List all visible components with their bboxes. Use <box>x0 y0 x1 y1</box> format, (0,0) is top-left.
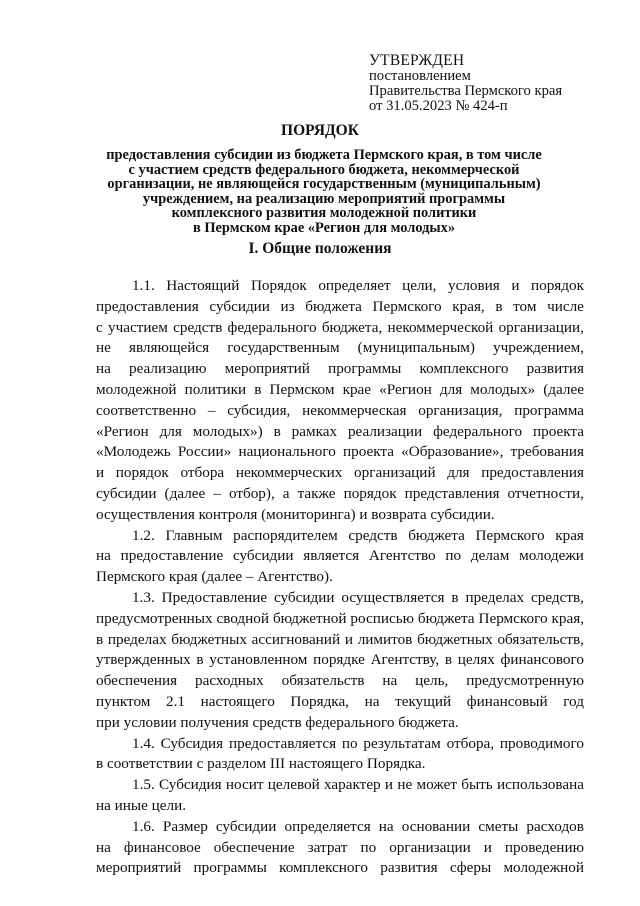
approval-block <box>369 52 562 114</box>
text-line: субсидии (далее – отбор), а также порядок представления отчетности, <box>96 484 584 502</box>
text-line: осуществления контроля (мониторинга) и возврата субсидии. <box>96 505 495 523</box>
text-line: утвержденных в установленном порядке Агентству, в целях финансового <box>96 651 584 669</box>
text-line: 1.2. Главным распорядителем средств бюджета Пермского края <box>132 526 584 544</box>
text-line: 1.1. Настоящий Порядок определяет цели, условия и порядок <box>132 277 584 294</box>
text-line: и порядок отбора некоммерческих организаций для предоставления <box>96 464 584 482</box>
approval-line-2: Правительства Пермского края <box>369 83 563 99</box>
text-line: с участием средств федерального бюджета, некоммерческой организации, <box>96 318 584 336</box>
paragraph <box>96 817 584 879</box>
approval-line-1: постановлением <box>369 68 471 84</box>
paragraph <box>96 588 584 734</box>
body-text <box>96 276 584 879</box>
text-line: «Регион для молодых») в рамках реализации федерального проекта <box>96 422 584 440</box>
text-line: 1.6. Размер субсидии определяется на основании сметы расходов <box>132 817 584 835</box>
text-line: Пермского края (далее – Агентство). <box>96 568 333 586</box>
text-line: при условии получения средств федерального бюджета. <box>96 713 459 731</box>
text-line: соответственно – субсидия, некоммерческая организация, программа <box>96 401 584 419</box>
text-line: 1.3. Предоставление субсидии осуществляется в пределах средств, <box>132 588 584 606</box>
subtitle-line: с участием средств федерального бюджета, некоммерческой <box>128 161 520 178</box>
text-line: на предоставление субсидии является Агентство по делам молодежи <box>96 547 584 565</box>
document-subtitle <box>92 148 556 236</box>
text-line: мероприятий программы комплексного развития сферы молодежной <box>96 859 584 877</box>
section-heading: I. Общие положения <box>248 240 392 257</box>
text-line: не являющейся государственным (муниципальным) учреждением, <box>96 339 584 357</box>
subtitle-line: предоставления субсидии из бюджета Пермского края, в том числе <box>106 147 542 163</box>
subtitle-line: комплексного развития молодежной политики <box>171 205 477 222</box>
paragraph <box>96 526 584 588</box>
approval-line-3: от 31.05.2023 № 424-п <box>369 98 508 114</box>
text-line: на реализацию мероприятий программы комплексного развития <box>96 360 584 378</box>
paragraph <box>96 734 584 776</box>
approval-stamp: УТВЕРЖДЕН <box>369 52 465 69</box>
text-line: на иные цели. <box>96 796 187 814</box>
subtitle-line: организации, не являющейся государственным (муниципальным) <box>107 176 541 193</box>
text-line: 1.5. Субсидия носит целевой характер и не может быть использована <box>132 776 584 794</box>
text-line: пунктом 2.1 настоящего Порядка, на текущий финансовый год <box>96 692 584 710</box>
paragraph <box>96 775 584 817</box>
text-line: в соответствии с разделом III настоящего Порядка. <box>96 755 426 773</box>
text-line: предусмотренных сводной бюджетной росписью бюджета Пермского края, <box>96 609 584 627</box>
text-line: молодежной политики в Пермском крае «Регион для молодых» (далее <box>96 380 584 398</box>
document-title: ПОРЯДОК <box>281 122 359 139</box>
text-line: предоставления субсидии из бюджета Пермского края, в том числе <box>96 297 584 315</box>
subtitle-line: в Пермском крае «Регион для молодых» <box>192 219 456 236</box>
text-line: обеспечения расходных обязательств на цель, предусмотренную <box>96 672 584 690</box>
subtitle-line: учреждением, на реализацию мероприятий программы <box>142 190 506 207</box>
text-line: в пределах бюджетных ассигнований и лимитов бюджетных обязательств, <box>96 630 584 648</box>
text-line: «Молодежь России» национального проекта «Образование», требования <box>96 443 584 461</box>
text-line: 1.4. Субсидия предоставляется по результатам отбора, проводимого <box>132 734 584 752</box>
text-line: на финансовое обеспечение затрат по организации и проведению <box>96 838 584 856</box>
paragraph <box>96 276 584 526</box>
